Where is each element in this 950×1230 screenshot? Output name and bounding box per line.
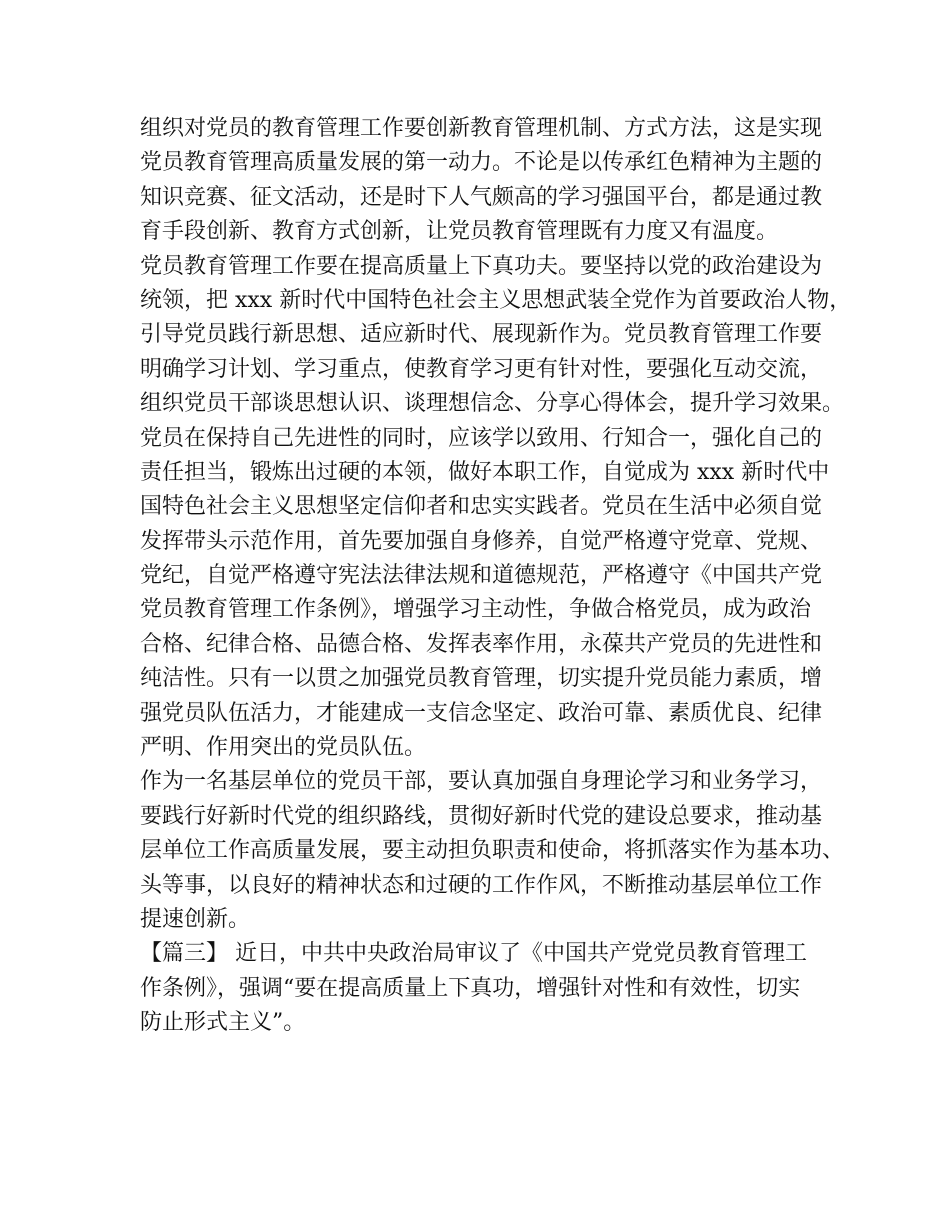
text-line: 党员教育管理工作要在提高质量上下真功夫。要坚持以党的政治建设为	[140, 253, 823, 279]
text-line: 提速创新。	[140, 906, 251, 932]
text-line: 育手段创新、教育方式创新，让党员教育管理既有力度又有温度。	[140, 219, 779, 245]
text-line: 引导党员践行新思想、适应新时代、展现新作为。党员教育管理工作要	[140, 322, 823, 348]
text-line: 纯洁性。只有一以贯之加强党员教育管理，切实提升党员能力素质，增	[140, 666, 823, 692]
text-line: 党员教育管理工作条例》，增强学习主动性，争做合格党员，成为政治	[140, 597, 812, 623]
text-line: 强党员队伍活力，才能建成一支信念坚定、政治可靠、素质优良、纪律	[140, 700, 823, 726]
text-line: 头等事，以良好的精神状态和过硬的工作作风，不断推动基层单位工作	[140, 872, 823, 898]
text-line: 组织对党员的教育管理工作要创新教育管理机制、方式方法，这是实现	[140, 116, 823, 141]
text-line: 严明、作用突出的党员队伍。	[140, 735, 427, 761]
text-line: 发挥带头示范作用，首先要加强自身修养，自觉严格遵守党章、党规、	[140, 528, 823, 554]
text-line: 要践行好新时代党的组织路线，贯彻好新时代党的建设总要求，推动基	[140, 803, 823, 829]
text-line: 防止形式主义”。	[140, 1010, 306, 1036]
text-line: 责任担当，锻炼出过硬的本领，做好本职工作，自觉成为 xxx 新时代中	[140, 459, 830, 485]
text-line: 合格、纪律合格、品德合格、发挥表率作用，永葆共产党员的先进性和	[140, 631, 823, 657]
text-line: 作条例》，强调“要在提高质量上下真功，增强针对性和有效性，切实	[140, 975, 801, 1001]
text-line: 党员教育管理高质量发展的第一动力。不论是以传承红色精神为主题的	[140, 150, 823, 176]
text-line: 党员在保持自己先进性的同时，应该学以致用、行知合一，强化自己的	[140, 425, 823, 451]
text-line: 国特色社会主义思想坚定信仰者和忠实实践者。党员在生活中必须自觉	[140, 494, 823, 520]
text-line: 层单位工作高质量发展，要主动担负职责和使命，将抓落实作为基本功、	[140, 838, 845, 864]
text-line: 【篇三】 近日，中共中央政治局审议了《中国共产党党员教育管理工	[140, 941, 807, 967]
text-line: 作为一名基层单位的党员干部，要认真加强自身理论学习和业务学习，	[140, 769, 823, 795]
text-line: 党纪，自觉严格遵守宪法法律法规和道德规范，严格遵守《中国共产党	[140, 563, 823, 589]
text-line: 知识竞赛、征文活动，还是时下人气颇高的学习强国平台，都是通过教	[140, 184, 823, 210]
text-line: 明确学习计划、学习重点，使教育学习更有针对性，要强化互动交流，	[140, 356, 823, 382]
document-body	[140, 112, 852, 1041]
text-line: 统领，把 xxx 新时代中国特色社会主义思想武装全党作为首要政治人物，	[140, 287, 852, 313]
text-line: 组织党员干部谈思想认识、谈理想信念、分享心得体会，提升学习效果。	[140, 391, 845, 417]
